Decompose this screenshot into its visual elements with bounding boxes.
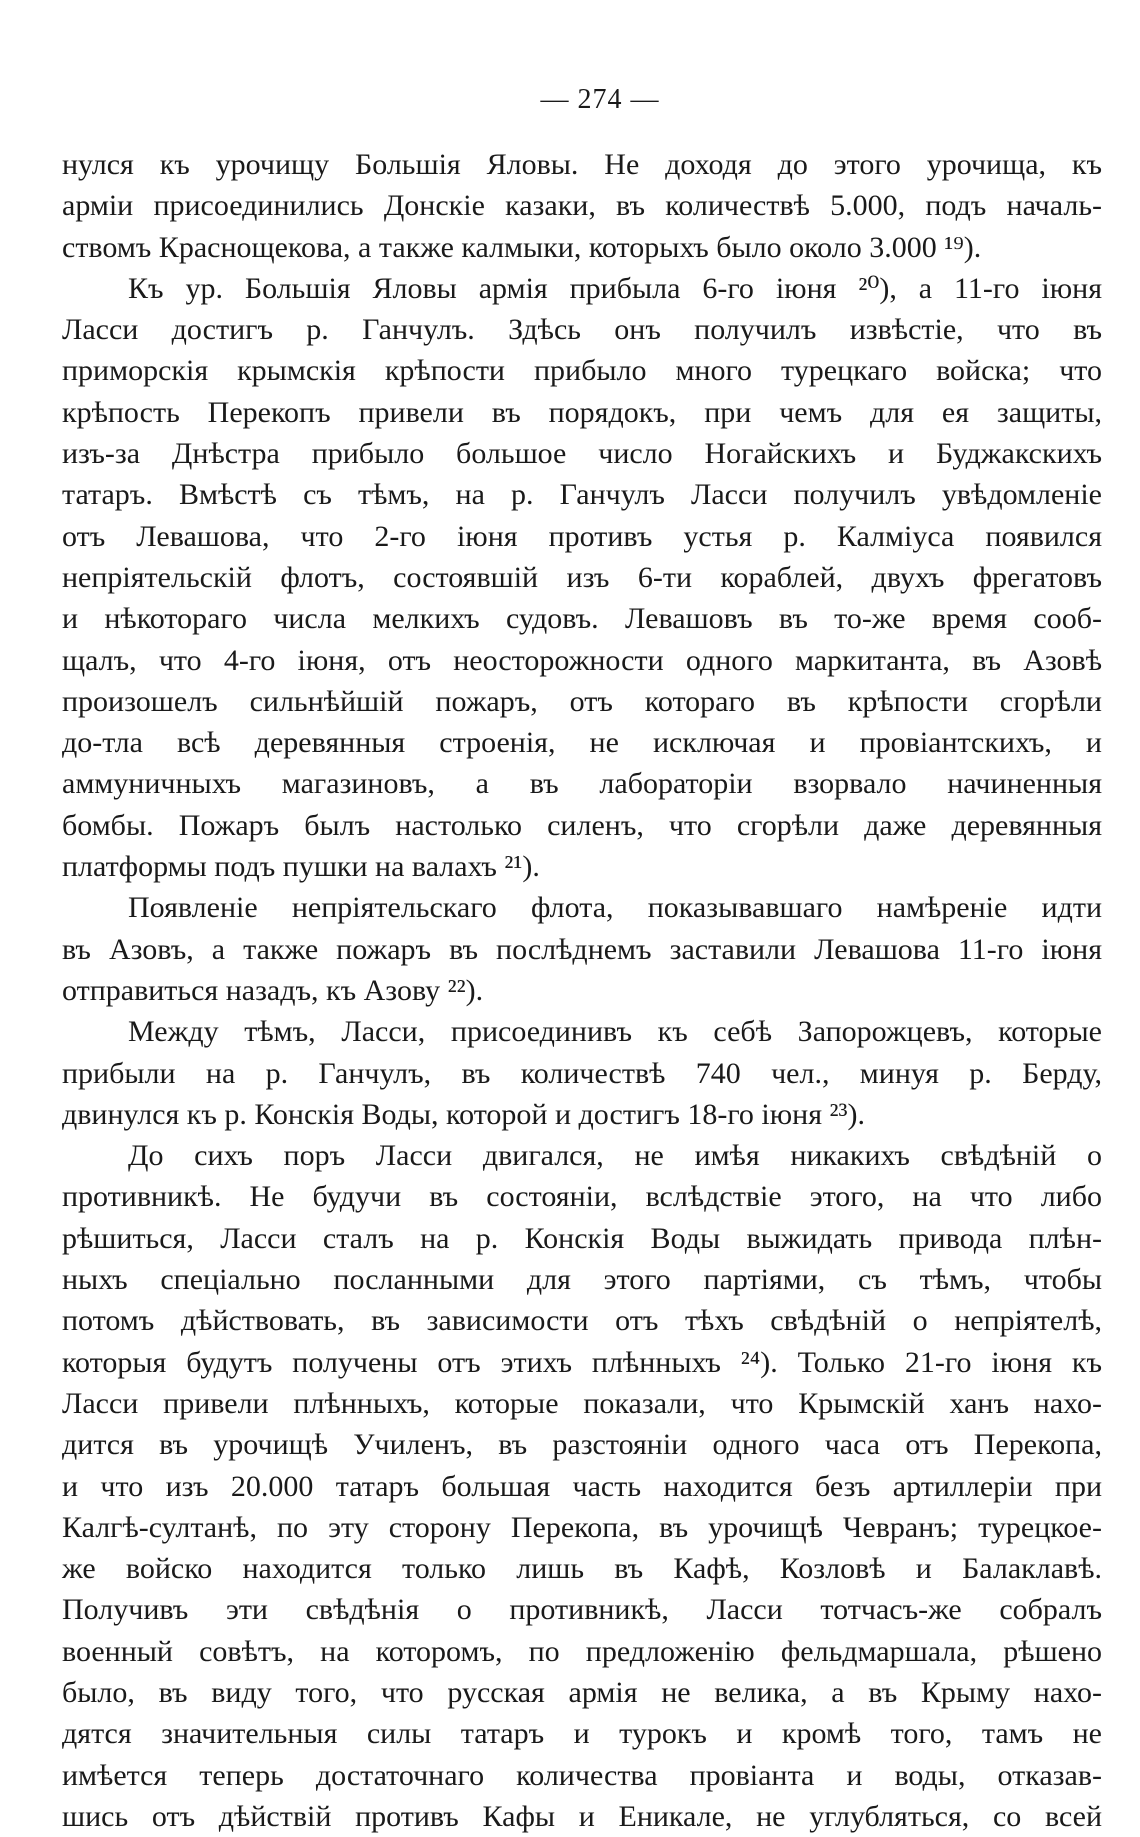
text-line: щалъ, что 4-го іюня, отъ неосторожности одного маркитанта, въ Азовѣ (62, 643, 1102, 677)
text-line: До сихъ поръ Ласси двигался, не имѣя никакихъ свѣдѣній о (128, 1139, 1102, 1173)
text-line: до-тла всѣ деревянныя строенія, не исключая и провіантскихъ, и (62, 726, 1102, 760)
paragraph-1 (62, 144, 1102, 268)
text-line: ныхъ спеціально посланными для этого партіями, съ тѣмъ, чтобы (62, 1263, 1102, 1297)
text-line: Калгѣ-султанѣ, по эту сторону Перекопа, въ урочищѣ Чевранъ; турецкое- (62, 1510, 1102, 1544)
text-line: отправиться назадъ, къ Азову ²²). (62, 973, 484, 1007)
page-number: — 274 — (540, 84, 660, 115)
text-line: Между тѣмъ, Ласси, присоединивъ къ себѣ Запорожцевъ, которые (128, 1015, 1102, 1049)
text-line: отъ Левашова, что 2-го іюня противъ устья р. Калміуса появился (62, 519, 1102, 553)
text-line: военный совѣтъ, на которомъ, по предложенію фельдмаршала, рѣшено (62, 1634, 1102, 1668)
text-line: рѣшиться, Ласси сталъ на р. Конскія Воды выжидать привода плѣн- (62, 1221, 1102, 1255)
text-line: Ласси привели плѣнныхъ, которые показали, что Крымскій ханъ нахо- (62, 1386, 1102, 1420)
text-line: арміи присоединились Донскіе казаки, въ количествѣ 5.000, подъ началь- (62, 189, 1102, 223)
text-line: Получивъ эти свѣдѣнія о противникѣ, Ласси тотчасъ-же собралъ (62, 1593, 1102, 1627)
text-line: которыя будутъ получены отъ этихъ плѣнныхъ ²⁴). Только 21-го іюня къ (62, 1345, 1102, 1379)
text-line: непріятельскій флотъ, состоявшій изъ 6-ти кораблей, двухъ фрегатовъ (62, 560, 1102, 594)
text-line: же войско находится только лишь въ Кафѣ, Козловѣ и Балаклавѣ. (62, 1552, 1102, 1586)
text-line: изъ-за Днѣстра прибыло большое число Ногайскихъ и Буджакскихъ (62, 437, 1102, 471)
text-line: произошелъ сильнѣйшій пожаръ, отъ котораго въ крѣпости сгорѣли (62, 684, 1102, 718)
text-line: было, въ виду того, что русская армія не велика, а въ Крыму нахо- (62, 1675, 1102, 1709)
paragraph-4 (62, 1011, 1102, 1135)
text-line: Появленіе непріятельскаго флота, показывавшаго намѣреніе идти (128, 891, 1102, 925)
text-line: Къ ур. Большія Яловы армія прибыла 6-го іюня ²⁰), а 11-го іюня (128, 271, 1102, 305)
paragraph-5 (62, 1135, 1102, 1837)
text-line: имѣется теперь достаточнаго количества провіанта и воды, отказав- (62, 1758, 1102, 1792)
text-line: ствомъ Краснощекова, а также калмыки, которыхъ было около 3.000 ¹⁹). (62, 230, 982, 264)
text-line: Ласси достигъ р. Ганчулъ. Здѣсь онъ получилъ извѣстіе, что въ (62, 313, 1102, 347)
paragraph-2 (62, 268, 1102, 887)
text-line: приморскія крымскія крѣпости прибыло много турецкаго войска; что (62, 354, 1102, 388)
text-line: аммуничныхъ магазиновъ, а въ лабораторіи взорвало начиненныя (62, 767, 1102, 801)
text-line: потомъ дѣйствовать, въ зависимости отъ тѣхъ свѣдѣній о непріятелѣ, (62, 1304, 1102, 1338)
text-line: платформы подъ пушки на валахъ ²¹). (62, 850, 540, 884)
text-line: дятся значительныя силы татаръ и турокъ и кромѣ того, тамъ не (62, 1717, 1102, 1751)
text-line: шись отъ дѣйствій противъ Кафы и Еникале, не углубляться, со всей (62, 1799, 1102, 1833)
text-line: нулся къ урочищу Большія Яловы. Не доходя до этого урочища, къ (62, 148, 1102, 181)
paragraph-3 (62, 887, 1102, 1011)
document-page (62, 84, 1102, 1837)
text-line: крѣпость Перекопъ привели въ порядокъ, при чемъ для ея защиты, (62, 395, 1102, 429)
text-line: противникѣ. Не будучи въ состояніи, вслѣдствіе этого, на что либо (62, 1180, 1102, 1214)
body-text (62, 144, 1102, 1837)
text-line: въ Азовъ, а также пожаръ въ послѣднемъ заставили Левашова 11-го іюня (62, 932, 1102, 966)
text-line: бомбы. Пожаръ былъ настолько силенъ, что сгорѣли даже деревянныя (62, 808, 1102, 842)
text-line: двинулся къ р. Конскія Воды, которой и достигъ 18-го іюня ²³). (62, 1097, 865, 1131)
text-line: дится въ урочищѣ Училенъ, въ разстояніи одного часа отъ Перекопа, (62, 1428, 1102, 1462)
text-line: прибыли на р. Ганчулъ, въ количествѣ 740 чел., минуя р. Берду, (62, 1056, 1102, 1090)
text-line: татаръ. Вмѣстѣ съ тѣмъ, на р. Ганчулъ Ласси получилъ увѣдомленіе (62, 478, 1102, 512)
text-line: и что изъ 20.000 татаръ большая часть находится безъ артиллеріи при (62, 1469, 1102, 1503)
text-line: и нѣкотораго числа мелкихъ судовъ. Левашовъ въ то-же время сооб- (62, 602, 1102, 636)
